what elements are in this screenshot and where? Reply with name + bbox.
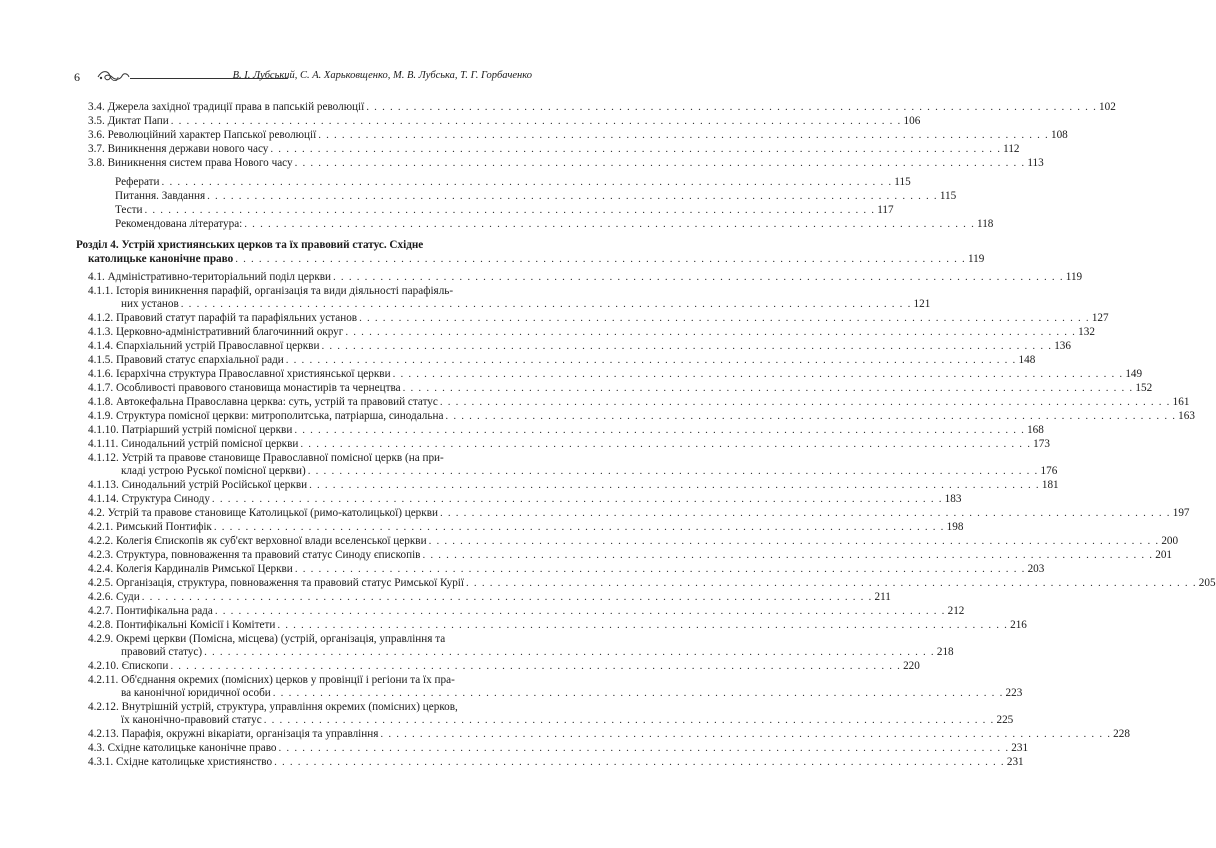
toc-entry-title: 3.4. Джерела західної традиції права в папській революції	[88, 101, 365, 113]
toc-entry-page: 163	[1178, 410, 1195, 422]
toc-entry-page: 119	[1065, 271, 1083, 283]
toc-entry-page: 205	[1198, 577, 1216, 589]
toc-entry-title: 4.2. Устрій та правове становище Католицької (римо-католицької) церкви	[88, 507, 438, 519]
toc-entry-page: 119	[967, 253, 985, 265]
toc-entry-page: 212	[947, 605, 965, 617]
toc-entry	[121, 465, 1058, 478]
toc-entry-page: 152	[1135, 382, 1153, 394]
toc-entry	[88, 507, 1190, 520]
toc-entry	[88, 660, 920, 673]
toc-entry	[88, 143, 1020, 156]
toc-entry-title: кладі устрою Руської помісної церкви)	[121, 465, 306, 477]
toc-entry-title: 4.1.12. Устрій та правове становище Православної помісної церкв (на при-	[88, 452, 444, 464]
toc-entry-title: 4.2.6. Суди	[88, 591, 140, 603]
toc-entry	[88, 728, 1130, 741]
toc-entry-title: 3.6. Революційний характер Папської революції	[88, 129, 317, 141]
toc-entry	[88, 340, 1071, 353]
toc-entry-page: 218	[936, 646, 954, 658]
toc-entry-page: 136	[1054, 340, 1071, 352]
toc-entry-title: 4.3.1. Східне католицьке християнство	[88, 756, 273, 768]
toc-entry	[121, 646, 954, 659]
toc-entry	[88, 521, 964, 534]
toc-entry-page: 108	[1050, 129, 1068, 141]
toc-entry	[88, 591, 891, 604]
chapter-heading: Розділ 4. Устрій християнських церков та їх правовий статус. Східне	[76, 239, 424, 251]
toc-entry-page: 220	[903, 660, 920, 672]
toc-entry-page: 181	[1041, 479, 1059, 491]
toc-entry-title: 4.2.10. Єпископи	[88, 660, 169, 672]
toc-entry-page: 148	[1018, 354, 1036, 366]
toc-entry-title: 4.1.14. Структура Синоду	[88, 493, 210, 505]
toc-entry-title: 4.1.6. Ієрархічна структура Православної християнської церкви	[88, 368, 391, 380]
toc-entry-page: 132	[1078, 326, 1095, 338]
toc-entry-page: 102	[1099, 101, 1116, 113]
toc-entry	[121, 714, 1014, 727]
toc-entry-page: 168	[1027, 424, 1044, 436]
toc-entry-title: 4.1.4. Єпархіальний устрій Православної церкви	[88, 340, 320, 352]
toc-entry	[88, 535, 1179, 548]
toc-entry	[88, 396, 1190, 409]
toc-entry	[88, 479, 1059, 492]
toc-entry-page: 121	[913, 298, 931, 310]
toc-entry-page: 223	[1005, 687, 1023, 699]
toc-entry	[88, 742, 1029, 755]
toc-entry	[88, 157, 1044, 170]
toc-entry	[88, 756, 1024, 769]
toc-entry-page: 216	[1010, 619, 1027, 631]
toc-entry-page: 198	[946, 521, 964, 533]
toc-entry-page: 115	[939, 190, 957, 202]
toc-entry-page: 176	[1040, 465, 1058, 477]
toc-entry-page: 127	[1091, 312, 1109, 324]
toc-entry	[88, 549, 1172, 562]
toc-entry	[88, 326, 1095, 339]
toc-entry-title: 4.2.8. Понтифікальні Комісії і Комітети	[88, 619, 276, 631]
toc-entry	[88, 424, 1044, 437]
toc-entry-title: 4.1.5. Правовий статус єпархіальної ради	[88, 354, 284, 366]
toc-entry-page: 161	[1172, 396, 1190, 408]
toc-entry-page: 231	[1011, 742, 1029, 754]
toc-entry-title: 4.1.10. Патріарший устрій помісної церкви	[88, 424, 293, 436]
toc-entry-title: 4.2.3. Структура, повноваження та правовий статус Синоду єпископів	[88, 549, 421, 561]
toc-entry-page: 211	[874, 591, 891, 603]
toc-entry	[121, 687, 1023, 700]
toc-entry-title: 4.2.9. Окремі церкви (Помісна, місцева) (устрій, організація, управління та	[88, 633, 446, 645]
toc-entry	[115, 190, 957, 203]
toc-entry-title: 4.1.13. Синодальний устрій Російської церкви	[88, 479, 308, 491]
toc-entry	[88, 271, 1083, 284]
toc-entry	[88, 115, 921, 128]
toc-entry-title: 4.2.7. Понтифікальна рада	[88, 605, 213, 617]
toc-entry-title: них установ	[121, 298, 179, 310]
toc-entry-page: 112	[1003, 143, 1020, 155]
toc-entry-page: 183	[944, 493, 962, 505]
toc-entry	[88, 312, 1109, 325]
flourish-ornament-icon	[96, 68, 130, 84]
page-number: 6	[74, 70, 80, 84]
toc-entry-title: правовий статус)	[121, 646, 203, 658]
toc-entry-title: 4.1.3. Церковно-адміністративний благочинний округ	[88, 326, 344, 338]
toc-entry	[88, 354, 1036, 367]
toc-entry-page: 203	[1027, 563, 1045, 575]
toc-entry-title: 3.5. Диктат Папи	[88, 115, 169, 127]
toc-entry	[115, 204, 894, 217]
toc-entry-title: 4.1.8. Автокефальна Православна церква: суть, устрій та правовий статус	[88, 396, 438, 408]
toc-entry-title: 4.1.1. Історія виникнення парафій, організація та види діяльності парафіяль-	[88, 285, 454, 297]
toc-entry-page: 117	[877, 204, 894, 216]
toc-entry-title: 4.1.9. Структура помісної церкви: митрополитська, патріарша, синодальна	[88, 410, 444, 422]
toc-entry-title: 4.2.5. Організація, структура, повноваження та правовий статус Римської Курії	[88, 577, 465, 589]
toc-entry-title: 4.2.4. Колегія Кардиналів Римської Церкви	[88, 563, 293, 575]
toc-entry-page: 225	[996, 714, 1014, 726]
toc-entry	[88, 438, 1050, 451]
toc-entry-page: 201	[1155, 549, 1172, 561]
toc-entry-title: 4.2.13. Парафія, окружні вікаріати, організація та управління	[88, 728, 379, 740]
toc-entry-title: Питання. Завдання	[115, 190, 206, 202]
toc-entry-title: 4.1.2. Правовий статут парафій та парафіяльних установ	[88, 312, 358, 324]
header-authors: В. І. Лубський, С. А. Харьковщенко, М. В. Лубська, Т. Г. Горбаченко	[232, 70, 532, 81]
toc-entry-page: 197	[1172, 507, 1190, 519]
toc-entry-title: 3.8. Виникнення систем права Нового часу	[88, 157, 293, 169]
toc-entry-title: 4.2.11. Об'єднання окремих (помісних) церков у провінції і регіони та їх пра-	[88, 674, 455, 686]
toc-entry-page: 231	[1006, 756, 1024, 768]
toc-entry-title: католицьке канонічне право	[88, 253, 234, 265]
toc-entry	[115, 218, 994, 231]
toc-entry-title: Тести	[115, 204, 143, 216]
toc-entry-page: 115	[894, 176, 911, 188]
toc-entry	[121, 298, 931, 311]
toc-entry-page: 228	[1113, 728, 1130, 740]
toc-entry-page: 149	[1125, 368, 1143, 380]
toc-entry-page: 200	[1161, 535, 1179, 547]
toc-entry-page: 118	[977, 218, 994, 230]
toc-entry-page: 173	[1033, 438, 1050, 450]
toc-entry	[88, 368, 1143, 381]
toc-entry	[88, 605, 965, 618]
toc-entry	[88, 577, 1216, 590]
toc-entry	[88, 563, 1045, 576]
toc-entry	[88, 619, 1027, 632]
toc-entry-title: 4.1.7. Особливості правового становища монастирів та чернецтва	[88, 382, 401, 394]
toc-entry	[115, 176, 911, 189]
toc-entry	[88, 382, 1153, 395]
toc-entry	[88, 410, 1195, 423]
toc-entry-title: 4.2.1. Римський Понтифік	[88, 521, 212, 533]
toc-entry-title: їх канонічно-правовий статус	[121, 714, 262, 726]
toc-entry	[88, 129, 1068, 142]
toc-entry-title: 4.3. Східне католицьке канонічне право	[88, 742, 277, 754]
toc-entry-title: 3.7. Виникнення держави нового часу	[88, 143, 269, 155]
toc-entry	[88, 493, 962, 506]
toc-entry	[88, 101, 1116, 114]
toc-entry-title: Реферати	[115, 176, 160, 188]
toc-entry	[88, 253, 985, 266]
toc-entry-title: 4.1. Адміністративно-територіальний поділ церкви	[88, 271, 332, 283]
toc-entry-title: Рекомендована література:	[115, 218, 243, 230]
toc-entry-page: 106	[903, 115, 921, 127]
toc-entry-title: ва канонічної юридичної особи	[121, 687, 271, 699]
toc-entry-page: 113	[1027, 157, 1044, 169]
toc-entry-title: 4.2.12. Внутрішній устрій, структура, управління окремих (помісних) церков,	[88, 701, 458, 713]
toc-entry-title: 4.1.11. Синодальний устрій помісної церкви	[88, 438, 299, 450]
toc-entry-title: 4.2.2. Колегія Єпископів як суб'єкт верховної влади вселенської церкви	[88, 535, 427, 547]
running-header	[74, 68, 532, 86]
